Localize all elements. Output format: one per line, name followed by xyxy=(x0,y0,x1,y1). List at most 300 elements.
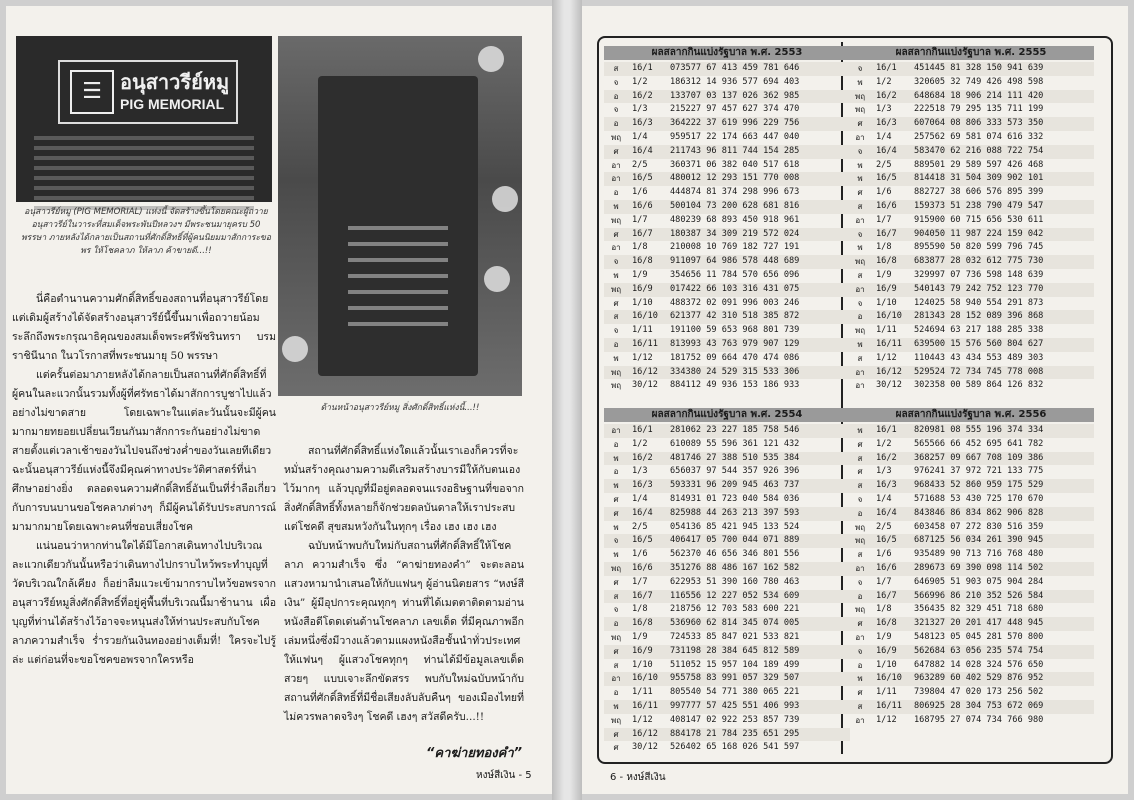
table-row xyxy=(848,228,1094,242)
winning-numbers: 536960 62 814 345 074 005 xyxy=(670,618,800,629)
table-row xyxy=(604,714,850,728)
table-row xyxy=(848,534,1094,548)
draw-weekday: จ xyxy=(857,229,863,239)
draw-weekday: พฤ xyxy=(610,381,622,391)
draw-date: 16/11 xyxy=(876,700,902,711)
draw-date: 2/5 xyxy=(632,159,648,170)
draw-date: 30/12 xyxy=(632,380,658,391)
draw-date: 1/12 xyxy=(876,352,897,363)
draw-date: 16/10 xyxy=(632,673,658,684)
winning-numbers: 181752 09 664 470 474 086 xyxy=(670,352,800,363)
draw-date: 1/4 xyxy=(632,131,648,142)
draw-weekday: ศ xyxy=(613,298,619,308)
draw-date: 1/4 xyxy=(876,131,892,142)
table-row xyxy=(848,366,1094,380)
draw-weekday: ศ xyxy=(857,188,863,198)
winning-numbers: 481746 27 388 510 535 384 xyxy=(670,452,800,463)
draw-weekday: พ xyxy=(613,701,619,711)
draw-date: 16/8 xyxy=(876,618,897,629)
table-row xyxy=(604,521,850,535)
winning-numbers: 133707 03 137 026 362 985 xyxy=(670,90,800,101)
draw-weekday: อา xyxy=(611,426,621,435)
draw-weekday: พฤ xyxy=(610,632,622,642)
draw-date: 1/3 xyxy=(876,104,892,115)
winning-numbers: 724533 85 847 021 533 821 xyxy=(670,631,800,642)
draw-date: 16/6 xyxy=(632,200,653,211)
table-row xyxy=(848,548,1094,562)
page-number-right: 6 - หงษ์สีเงิน xyxy=(610,772,666,783)
draw-date: 1/9 xyxy=(632,631,648,642)
draw-date: 16/9 xyxy=(632,645,653,656)
winning-numbers: 911097 64 986 578 448 689 xyxy=(670,256,800,267)
draw-weekday: พ xyxy=(613,270,619,280)
draw-weekday: พฤ xyxy=(854,605,866,615)
table-row xyxy=(848,590,1094,604)
winning-numbers: 124025 58 940 554 291 873 xyxy=(914,297,1044,308)
draw-weekday: จ xyxy=(613,257,619,267)
table-row xyxy=(848,214,1094,228)
table-row xyxy=(848,186,1094,200)
draw-weekday: ศ xyxy=(613,577,619,587)
draw-weekday: ส xyxy=(857,353,863,363)
draw-date: 1/2 xyxy=(876,76,892,87)
winning-numbers: 565566 66 452 695 641 782 xyxy=(914,438,1044,449)
winning-numbers: 524694 63 217 188 285 338 xyxy=(914,325,1044,336)
winning-numbers: 959517 22 174 663 447 040 xyxy=(670,131,800,142)
winning-numbers: 488372 02 091 996 003 246 xyxy=(670,297,800,308)
winning-numbers: 593331 96 209 945 463 737 xyxy=(670,480,800,491)
draw-date: 16/10 xyxy=(876,311,902,322)
winning-numbers: 683877 28 032 612 775 730 xyxy=(914,256,1044,267)
draw-date: 16/3 xyxy=(876,480,897,491)
draw-weekday: พฤ xyxy=(610,132,622,142)
draw-weekday: จ xyxy=(857,494,863,504)
draw-weekday: พ xyxy=(613,522,619,532)
draw-date: 1/6 xyxy=(632,549,648,560)
author-signature: “คาฆ่ายทองคำ” xyxy=(426,746,523,761)
draw-weekday: อ xyxy=(613,688,619,698)
table-row xyxy=(848,62,1094,76)
memorial-stone xyxy=(318,76,478,376)
draw-date: 1/12 xyxy=(876,714,897,725)
winning-numbers: 356435 82 329 451 718 680 xyxy=(914,604,1044,615)
winning-numbers: 884112 49 936 153 186 933 xyxy=(670,380,800,391)
winning-numbers: 364222 37 619 996 229 756 xyxy=(670,118,800,129)
draw-weekday: ศ xyxy=(613,229,619,239)
winning-numbers: 647882 14 028 324 576 650 xyxy=(914,659,1044,670)
draw-weekday: อ xyxy=(857,312,863,322)
winning-numbers: 622953 51 390 160 780 463 xyxy=(670,576,800,587)
draw-weekday: พ xyxy=(613,481,619,491)
table-row xyxy=(604,452,850,466)
left-page xyxy=(6,6,552,794)
winning-numbers: 646905 51 903 075 904 284 xyxy=(914,576,1044,587)
winning-numbers: 548123 05 045 281 570 800 xyxy=(914,631,1044,642)
winning-numbers: 562370 46 656 346 801 556 xyxy=(670,549,800,560)
lottery-table-2554 xyxy=(604,408,850,755)
table-row xyxy=(604,283,850,297)
table-row xyxy=(604,131,850,145)
draw-weekday: อา xyxy=(611,243,621,253)
sign-title-english: PIG MEMORIAL xyxy=(120,96,225,112)
draw-date: 16/1 xyxy=(632,63,653,73)
draw-date: 16/10 xyxy=(632,311,658,322)
draw-weekday: ศ xyxy=(857,688,863,698)
winning-numbers: 884178 21 784 235 651 295 xyxy=(670,728,800,739)
draw-date: 1/8 xyxy=(876,242,892,253)
draw-weekday: พฤ xyxy=(854,522,866,532)
draw-date: 16/3 xyxy=(876,118,897,129)
draw-weekday: อ xyxy=(613,339,619,349)
table-row xyxy=(848,379,1094,393)
draw-date: 1/7 xyxy=(876,576,892,587)
table-row xyxy=(604,200,850,214)
table-row xyxy=(604,76,850,90)
table-row xyxy=(848,255,1094,269)
winning-numbers: 639500 15 576 560 804 627 xyxy=(914,338,1044,349)
draw-weekday: ส xyxy=(857,453,863,463)
winning-numbers: 302358 00 589 864 126 832 xyxy=(914,380,1044,391)
table-row xyxy=(604,617,850,631)
winning-numbers: 222518 79 295 135 711 199 xyxy=(914,104,1044,115)
draw-date: 16/12 xyxy=(876,366,902,377)
table-row xyxy=(604,269,850,283)
draw-date: 1/7 xyxy=(876,214,892,225)
winning-numbers: 805540 54 771 380 065 221 xyxy=(670,687,800,698)
draw-date: 1/10 xyxy=(632,297,653,308)
draw-weekday: จ xyxy=(613,77,619,87)
table-row xyxy=(604,548,850,562)
draw-date: 16/6 xyxy=(632,562,653,573)
draw-date: 16/3 xyxy=(632,118,653,129)
draw-weekday: พฤ xyxy=(854,105,866,115)
article-paragraph: ฉบับหน้าพบกับใหม่กับสถานที่ศักดิ์สิทธิ์ให้โชคลาภ ความสำเร็จ ซึ่ง “คาฆ่ายทองคำ” จะตะลอนแสวงหามานำเสนอให้กับแฟนๆ ผู้อ่านนิตยสาร “หงษ์สีเงิน” ผู้มีอุปการะคุณทุกๆ ท่านที่ได้เมตตาติดตามอ่านหนังสือดีโดดเด่นด้านโชคลาภ เลขเด็ด ที่มีคุณภาพอีกเล่มหนึ่งซึ่งมีวางแล้วตามแผงหนังสือชั้นนำทั่วประเทศให้แฟนๆ ผู้แสวงโชคทุกๆ ท่านได้มีข้อมูลเลขเด็ด สวยๆ แบบเจาะลึกขัดสรร พบกับใหม่ฉบับหน้ากับสถานที่ศักดิ์สิทธิ์ที่มีชื่อเสียงลับลับคืนๆ ของเมืองไทยที่ไม่ควรพลาดจริงๆ โชคดี เฮงๆ สวัสดีครับ...!! xyxy=(284,540,524,723)
draw-weekday: พ xyxy=(613,453,619,463)
table-row xyxy=(848,310,1094,324)
table-row xyxy=(604,741,850,755)
winning-numbers: 320605 32 749 426 498 598 xyxy=(914,76,1044,87)
winning-numbers: 968433 52 860 959 175 529 xyxy=(914,480,1044,491)
draw-date: 16/8 xyxy=(632,256,653,267)
draw-weekday: อา xyxy=(855,632,865,642)
winning-numbers: 889501 29 589 597 426 468 xyxy=(914,159,1044,170)
article-paragraph: แน่นอนว่าหากท่านใดได้มีโอกาสเดินทางไปบริเวณละแวกเดียวกันนั้นหรือว่าเดินทางไปกราบไหว้พระทำบุญที่วัดบริเวณใกล้เคียง ก็อย่าลืมแวะเข้ามากราบไหว้ขอพรจากอนุสาวรีย์หมูสิ่งศักดิ์สิทธิ์ที่อยู่คู่พื้นที่บริเวณนี้มาช้านาน เผื่อบุญที่ท่านได้สร้างไว้อาจจะหนุนส่งให้ท่านประสบกับโชคลาภความสำเร็จ ร่ำรวยกันเงินทองอย่างเต็มที่! ใครจะไปรู้ล่ะ แต่ก่อนที่จะขอโชคขอพรจากใครหรือ xyxy=(12,540,276,666)
winning-numbers: 731198 28 384 645 812 589 xyxy=(670,645,800,656)
draw-weekday: พฤ xyxy=(854,257,866,267)
draw-date: 1/6 xyxy=(876,187,892,198)
draw-weekday: อา xyxy=(611,160,621,170)
draw-date: 16/5 xyxy=(876,173,897,184)
draw-weekday: พฤ xyxy=(854,536,866,546)
draw-date: 1/6 xyxy=(876,549,892,560)
draw-weekday: จ xyxy=(613,536,619,546)
draw-date: 1/6 xyxy=(632,187,648,198)
table-row xyxy=(604,241,850,255)
table-row xyxy=(604,324,850,338)
winning-numbers: 408147 02 922 253 857 739 xyxy=(670,714,800,725)
draw-weekday: อา xyxy=(611,174,621,184)
draw-weekday: อา xyxy=(855,381,865,391)
winning-numbers: 281062 23 227 185 758 546 xyxy=(670,425,800,435)
draw-weekday: ศ xyxy=(613,743,619,753)
table-row xyxy=(848,465,1094,479)
table-row xyxy=(604,700,850,714)
table-row xyxy=(604,438,850,452)
table-row xyxy=(604,90,850,104)
winning-numbers: 814931 01 723 040 584 036 xyxy=(670,493,800,504)
table-row xyxy=(848,493,1094,507)
winning-numbers: 054136 85 421 945 133 524 xyxy=(670,521,800,532)
draw-date: 1/8 xyxy=(632,604,648,615)
draw-weekday: ศ xyxy=(613,729,619,739)
photo-caption-1: อนุสาวรีย์หมู (PIG MEMORIAL) แห่งนี้ จัดสร้างขึ้นโดยคณะผู้ถวายอนุสาวรีย์ในวาระที่สมเด็จพระพันปีหลวงฯ มีพระชนมายุครบ 50 พรรษา ภายหลังได้กลายเป็นสถานที่ศักดิ์สิทธิ์ที่ผู้คนนิยมมาสักการะขอพร ให้โชคลาภ ให้ลาภ ค้าขายดี...!! xyxy=(21,207,271,256)
table-row xyxy=(604,297,850,311)
table-row xyxy=(848,90,1094,104)
draw-weekday: ศ xyxy=(613,494,619,504)
draw-weekday: ศ xyxy=(613,146,619,156)
winning-numbers: 656037 97 544 357 926 396 xyxy=(670,466,800,477)
monument-icon: ☰ xyxy=(70,70,114,114)
draw-date: 16/12 xyxy=(632,366,658,377)
winning-numbers: 566996 86 210 352 526 584 xyxy=(914,590,1044,601)
table-row xyxy=(848,507,1094,521)
winning-numbers: 116556 12 227 052 534 609 xyxy=(670,590,800,601)
table-row xyxy=(848,352,1094,366)
winning-numbers: 895590 50 820 599 796 745 xyxy=(914,242,1044,253)
draw-date: 1/4 xyxy=(876,493,892,504)
draw-weekday: อ xyxy=(613,91,619,101)
draw-weekday: พฤ xyxy=(610,715,622,725)
draw-weekday: พ xyxy=(857,674,863,684)
winning-numbers: 073577 67 413 459 781 646 xyxy=(670,63,800,73)
table-row xyxy=(604,424,850,438)
photo-caption-2: ด้านหน้าอนุสาวรีย์หมู สิ่งศักดิ์สิทธิ์แห่งนี้...!! xyxy=(320,403,480,413)
table-title: ผลสลากกินแบ่งรัฐบาล พ.ศ. 2554 xyxy=(604,408,850,422)
draw-weekday: จ xyxy=(613,326,619,336)
draw-date: 16/5 xyxy=(876,535,897,546)
table-row xyxy=(848,631,1094,645)
draw-date: 1/9 xyxy=(632,269,648,280)
draw-weekday: จ xyxy=(857,577,863,587)
draw-weekday: อา xyxy=(855,367,865,377)
draw-weekday: พ xyxy=(857,160,863,170)
draw-date: 16/6 xyxy=(876,200,897,211)
draw-weekday: พฤ xyxy=(854,91,866,101)
draw-date: 16/12 xyxy=(632,728,658,739)
draw-date: 16/7 xyxy=(632,590,653,601)
lottery-table-2555 xyxy=(848,46,1094,393)
draw-weekday: พ xyxy=(857,426,863,435)
draw-weekday: พ xyxy=(857,339,863,349)
winning-numbers: 210008 10 769 182 727 191 xyxy=(670,242,800,253)
draw-weekday: ศ xyxy=(857,119,863,129)
table-row xyxy=(848,103,1094,117)
winning-numbers: 360371 06 382 040 517 618 xyxy=(670,159,800,170)
winning-numbers: 511052 15 957 104 189 499 xyxy=(670,659,800,670)
draw-date: 16/11 xyxy=(632,700,658,711)
table-row xyxy=(604,576,850,590)
draw-weekday: พฤ xyxy=(610,563,622,573)
draw-weekday: พ xyxy=(857,174,863,184)
draw-weekday: ศ xyxy=(613,508,619,518)
table-row xyxy=(604,338,850,352)
table-row xyxy=(604,379,850,393)
table-row xyxy=(848,672,1094,686)
winning-numbers: 739804 47 020 173 256 502 xyxy=(914,687,1044,698)
draw-date: 1/11 xyxy=(632,687,653,698)
table-row xyxy=(604,214,850,228)
table-row xyxy=(604,172,850,186)
draw-date: 16/4 xyxy=(632,145,653,156)
draw-date: 16/2 xyxy=(632,452,653,463)
table-row xyxy=(848,241,1094,255)
table-row xyxy=(848,617,1094,631)
winning-numbers: 480012 12 293 151 770 008 xyxy=(670,173,800,184)
winning-numbers: 526402 65 168 026 541 597 xyxy=(670,742,800,753)
winning-numbers: 329997 07 736 598 148 639 xyxy=(914,269,1044,280)
draw-weekday: ส xyxy=(613,312,619,322)
winning-numbers: 186312 14 936 577 694 403 xyxy=(670,76,800,87)
draw-date: 1/11 xyxy=(632,325,653,336)
draw-weekday: พฤ xyxy=(610,284,622,294)
draw-date: 16/4 xyxy=(876,145,897,156)
winning-numbers: 017422 66 103 316 431 075 xyxy=(670,283,800,294)
draw-date: 1/8 xyxy=(632,242,648,253)
draw-date: 1/10 xyxy=(632,659,653,670)
winning-numbers: 648684 18 906 214 111 420 xyxy=(914,90,1044,101)
draw-weekday: อา xyxy=(611,674,621,684)
draw-weekday: ส xyxy=(857,701,863,711)
winning-numbers: 215227 97 457 627 374 470 xyxy=(670,104,800,115)
table-row xyxy=(848,700,1094,714)
winning-numbers: 882727 38 606 576 895 399 xyxy=(914,187,1044,198)
table-row xyxy=(848,603,1094,617)
winning-numbers: 257562 69 581 074 616 332 xyxy=(914,131,1044,142)
table-row xyxy=(604,645,850,659)
table-row xyxy=(848,269,1094,283)
draw-date: 16/1 xyxy=(876,63,897,73)
draw-date: 1/3 xyxy=(632,466,648,477)
winning-numbers: 571688 53 430 725 170 670 xyxy=(914,493,1044,504)
draw-date: 1/10 xyxy=(876,297,897,308)
draw-date: 1/11 xyxy=(876,325,897,336)
table-row xyxy=(604,159,850,173)
draw-date: 16/4 xyxy=(632,507,653,518)
winning-numbers: 406417 05 700 044 071 889 xyxy=(670,535,800,546)
draw-date: 16/10 xyxy=(876,673,902,684)
draw-date: 2/5 xyxy=(876,159,892,170)
draw-date: 16/2 xyxy=(632,90,653,101)
winning-numbers: 904050 11 987 224 159 042 xyxy=(914,228,1044,239)
article-paragraph: สถานที่ศักดิ์สิทธิ์แห่งใดแล้วนั้นเราเองก็ควรที่จะหมั่นสร้างคุณงามความดีเสริมสร้างบารมีให้กับตนเองไว้มากๆ แล้วบุญที่มีอยู่ตลอดจนแรงอธิษฐานที่ขอจากสิ่งศักดิ์สิทธิ์ทั้งหลายก็จักช่วยดลบันดาลให้เราประสบแต่โชคดี สุขสมหวังกันในทุกๆ เรื่อง เฮง เฮง เฮง xyxy=(284,445,524,533)
winning-numbers: 806925 28 304 753 672 069 xyxy=(914,700,1044,711)
table-row xyxy=(848,438,1094,452)
article-paragraph: นี่คือตำนานความศักดิ์สิทธิ์ของสถานที่อนุสาวรีย์โดยแต่เดิมผู้สร้างได้จัดสร้างอนุสาวรีย์นี้ขึ้นมาเพื่อถวายน้อมระลึกถึงพระกรุณาธิคุณของสมเด็จพระศรีพัชรินทรา บรมราชินีนาถ ในวโรกาสที่พระชนมายุ 50 พรรษา xyxy=(12,293,276,362)
winning-numbers: 814418 31 504 309 902 101 xyxy=(914,173,1044,184)
draw-date: 16/2 xyxy=(876,90,897,101)
table-row xyxy=(848,76,1094,90)
draw-weekday: พ xyxy=(613,353,619,363)
draw-weekday: ศ xyxy=(613,646,619,656)
draw-weekday: ส xyxy=(857,201,863,211)
right-page xyxy=(582,6,1128,794)
article-column-left xyxy=(12,290,276,670)
draw-weekday: อ xyxy=(857,591,863,601)
draw-weekday: อ xyxy=(613,119,619,129)
table-row xyxy=(848,131,1094,145)
winning-numbers: 500104 73 200 628 681 816 xyxy=(670,200,800,211)
draw-weekday: อา xyxy=(855,284,865,294)
draw-date: 16/9 xyxy=(632,283,653,294)
winning-numbers: 540143 79 242 752 123 770 xyxy=(914,283,1044,294)
table-row xyxy=(604,507,850,521)
winning-numbers: 955758 83 991 057 329 507 xyxy=(670,673,800,684)
winning-numbers: 289673 69 390 098 114 502 xyxy=(914,562,1044,573)
draw-weekday: จ xyxy=(857,298,863,308)
table-row xyxy=(848,338,1094,352)
table-row xyxy=(848,452,1094,466)
draw-date: 1/9 xyxy=(876,269,892,280)
draw-weekday: ศ xyxy=(857,467,863,477)
table-row xyxy=(604,562,850,576)
winning-numbers: 368257 09 667 708 109 386 xyxy=(914,452,1044,463)
table-row xyxy=(604,465,850,479)
draw-date: 2/5 xyxy=(632,521,648,532)
winning-numbers: 813993 43 763 979 907 129 xyxy=(670,338,800,349)
table-row xyxy=(604,672,850,686)
table-row xyxy=(848,172,1094,186)
draw-date: 1/8 xyxy=(876,604,892,615)
draw-weekday: อา xyxy=(855,215,865,225)
draw-weekday: พ xyxy=(857,243,863,253)
table-row xyxy=(604,352,850,366)
winning-numbers: 610089 55 596 361 121 432 xyxy=(670,438,800,449)
table-row xyxy=(848,562,1094,576)
draw-weekday: อ xyxy=(613,188,619,198)
draw-date: 1/7 xyxy=(632,576,648,587)
draw-date: 16/2 xyxy=(876,452,897,463)
draw-date: 30/12 xyxy=(876,380,902,391)
table-row xyxy=(848,297,1094,311)
page-number-left: หงษ์สีเงิน - 5 xyxy=(476,770,532,781)
draw-weekday: อา xyxy=(855,715,865,725)
winning-numbers: 110443 43 434 553 489 303 xyxy=(914,352,1044,363)
winning-numbers: 562684 63 056 235 574 754 xyxy=(914,645,1044,656)
table-row xyxy=(604,728,850,742)
table-row xyxy=(604,103,850,117)
draw-weekday: อา xyxy=(855,563,865,573)
winning-numbers: 334380 24 529 315 533 306 xyxy=(670,366,800,377)
draw-date: 1/12 xyxy=(632,714,653,725)
draw-weekday: จ xyxy=(857,146,863,156)
draw-weekday: อ xyxy=(613,439,619,449)
winning-numbers: 963289 60 402 529 876 952 xyxy=(914,673,1044,684)
draw-date: 16/8 xyxy=(632,618,653,629)
draw-date: 16/5 xyxy=(632,535,653,546)
draw-weekday: อ xyxy=(613,467,619,477)
table-row xyxy=(604,186,850,200)
draw-weekday: อ xyxy=(613,619,619,629)
draw-date: 16/7 xyxy=(632,228,653,239)
table-row xyxy=(604,310,850,324)
draw-date: 1/3 xyxy=(876,466,892,477)
winning-numbers: 935489 90 713 716 768 480 xyxy=(914,549,1044,560)
winning-numbers: 529524 72 734 745 778 008 xyxy=(914,366,1044,377)
table-row xyxy=(848,521,1094,535)
pig-memorial-sign-photo xyxy=(16,36,272,202)
winning-numbers: 825988 44 263 213 397 593 xyxy=(670,507,800,518)
plaque-text-decoration xyxy=(34,136,254,216)
